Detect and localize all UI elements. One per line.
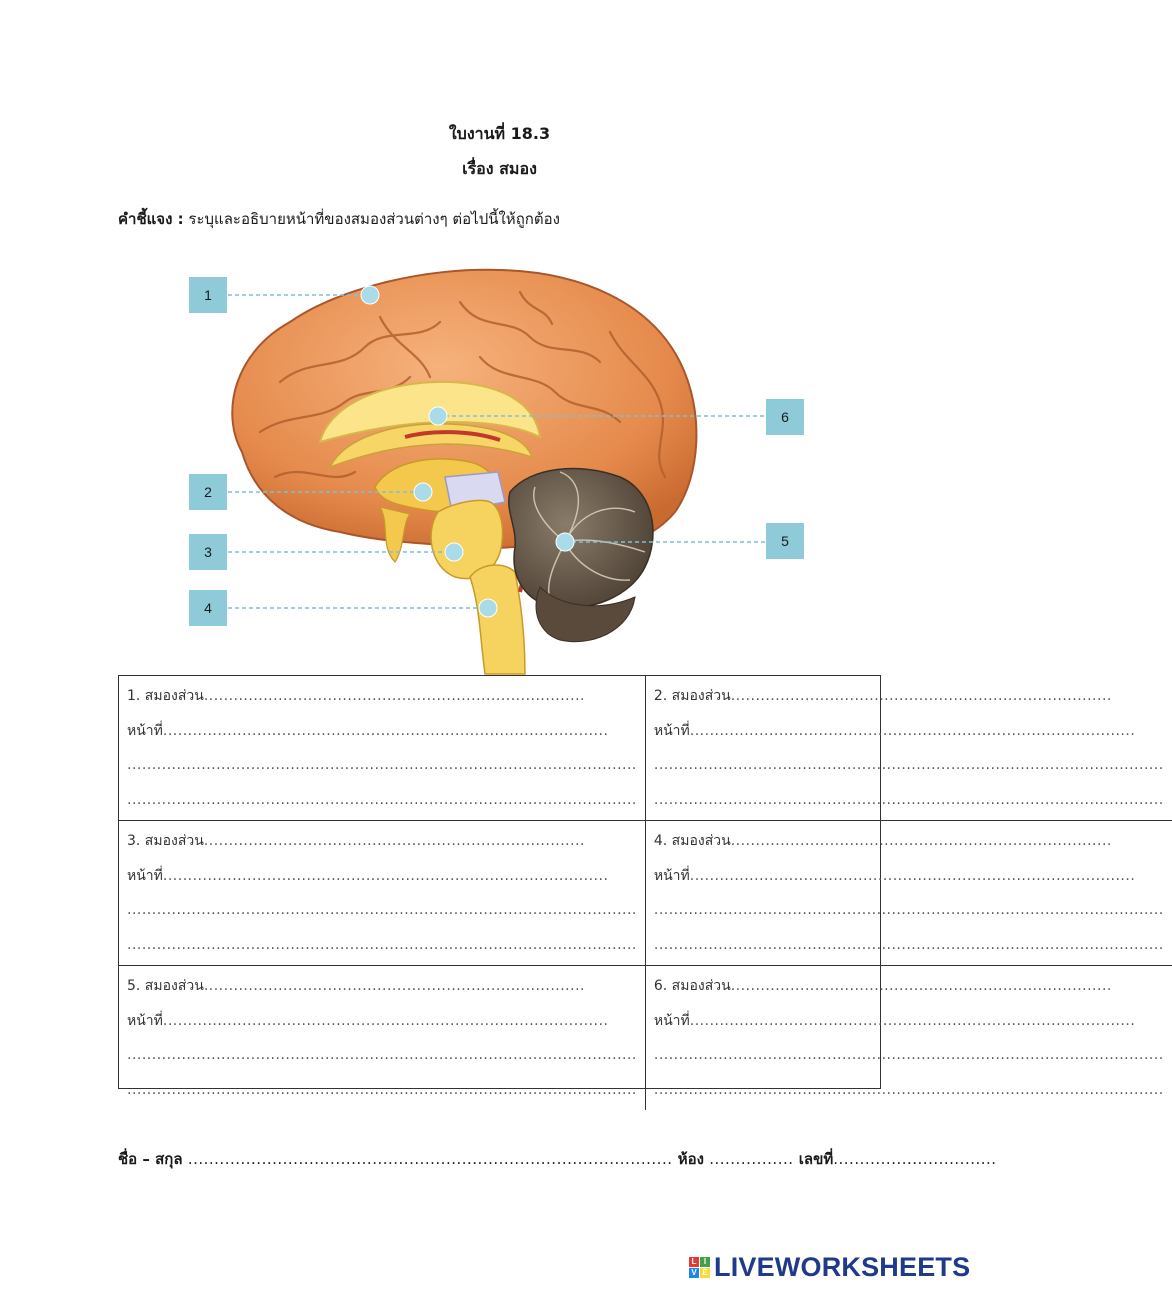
part-answer-blank[interactable]: ............................................................................. — [203, 688, 585, 704]
callout-3: 3 — [189, 534, 227, 570]
answer-blank-line[interactable]: ....................................................................................................... — [653, 936, 1164, 953]
function-answer-blank[interactable]: .......................................................................................... — [162, 1012, 609, 1029]
answer-cell-2 — [646, 676, 1172, 820]
part-answer-blank[interactable]: ............................................................................. — [203, 833, 585, 849]
answer-cell-5 — [119, 965, 646, 1110]
callout-1: 1 — [189, 277, 227, 313]
logo-mark-letter: V — [689, 1268, 699, 1278]
part-label: 2. สมองส่วน — [653, 688, 731, 704]
student-info — [118, 1147, 997, 1171]
cerebellum-shape — [509, 469, 653, 608]
part-label: 3. สมองส่วน — [127, 833, 204, 849]
answer-blank-line[interactable]: ....................................................................................................... — [653, 757, 1164, 773]
function-label: หน้าที่ — [127, 722, 163, 739]
number-blank[interactable]: ............................... — [833, 1150, 997, 1168]
part-label: 5. สมองส่วน — [127, 978, 204, 994]
instruction-label: คำชี้แจง : — [118, 210, 184, 228]
worksheet-subtitle: เรื่อง สมอง — [462, 159, 537, 178]
answer-cell-4 — [646, 820, 1172, 965]
answer-cell-1 — [119, 676, 646, 820]
answer-blank-line[interactable]: ....................................................................................................... — [653, 1047, 1164, 1063]
pointer-dot-1 — [361, 286, 379, 304]
answer-blank-line[interactable]: ....................................................................................................... — [653, 1081, 1164, 1098]
function-label: หน้าที่ — [653, 1012, 690, 1029]
pointer-dot-4 — [479, 599, 497, 617]
answer-cell-6 — [646, 965, 1172, 1110]
part-label: 1. สมองส่วน — [127, 688, 204, 704]
function-answer-blank[interactable]: .......................................................................................... — [162, 867, 609, 884]
logo-mark-letter: E — [700, 1268, 710, 1278]
answer-blank-line[interactable]: ....................................................................................................... — [653, 902, 1164, 918]
name-label: ชื่อ – สกุล — [118, 1150, 183, 1168]
part-label: 4. สมองส่วน — [653, 833, 731, 849]
answer-blank-line[interactable]: ....................................................................................................... — [127, 1081, 637, 1098]
room-label: ห้อง — [677, 1150, 704, 1168]
room-blank[interactable]: ................ — [709, 1150, 799, 1168]
function-answer-blank[interactable]: .......................................................................................... — [689, 1012, 1136, 1029]
pointer-dot-2 — [414, 483, 432, 501]
function-answer-blank[interactable]: .......................................................................................... — [689, 722, 1136, 739]
pointer-dot-3 — [445, 543, 463, 561]
callout-2: 2 — [189, 474, 227, 510]
part-answer-blank[interactable]: ............................................................................. — [203, 978, 585, 994]
brain-illustration — [180, 262, 820, 674]
answer-blank-line[interactable]: ....................................................................................................... — [127, 757, 637, 773]
answer-blank-line[interactable]: ....................................................................................................... — [127, 791, 637, 808]
answer-blank-line[interactable]: ....................................................................................................... — [127, 936, 637, 953]
pointer-dot-6 — [429, 407, 447, 425]
function-label: หน้าที่ — [653, 867, 690, 884]
liveworksheets-mark-icon — [689, 1257, 710, 1278]
answer-table — [118, 675, 1164, 1098]
answer-cell-3 — [119, 820, 646, 965]
answer-blank-line[interactable]: ....................................................................................................... — [653, 791, 1164, 808]
worksheet-title: ใบงานที่ 18.3 — [448, 124, 551, 143]
instruction-text: ระบุและอธิบายหน้าที่ของสมองส่วนต่างๆ ต่อไปนี้ให้ถูกต้อง — [183, 210, 560, 228]
function-label: หน้าที่ — [127, 1012, 163, 1029]
part-answer-blank[interactable]: ............................................................................. — [730, 688, 1112, 704]
callout-5: 5 — [766, 523, 804, 559]
function-label: หน้าที่ — [653, 722, 690, 739]
answer-blank-line[interactable]: ....................................................................................................... — [127, 902, 637, 918]
answer-blank-line[interactable]: ....................................................................................................... — [127, 1047, 637, 1063]
function-answer-blank[interactable]: .......................................................................................... — [162, 722, 609, 739]
callout-4: 4 — [189, 590, 227, 626]
part-answer-blank[interactable]: ............................................................................. — [730, 978, 1112, 994]
part-answer-blank[interactable]: ............................................................................. — [730, 833, 1112, 849]
brain-diagram — [180, 262, 820, 674]
pointer-dot-5 — [556, 533, 574, 551]
logo-wordmark: LIVEWORKSHEETS — [714, 1251, 971, 1282]
medulla-shape — [470, 565, 525, 674]
function-label: หน้าที่ — [127, 867, 163, 884]
logo-mark-letter: I — [700, 1257, 710, 1267]
number-label: เลขที่ — [798, 1150, 834, 1168]
liveworksheets-logo — [689, 1252, 970, 1282]
instruction — [118, 207, 560, 231]
name-blank[interactable]: ............................................................................................ — [187, 1150, 678, 1168]
callout-6: 6 — [766, 399, 804, 435]
logo-mark-letter: L — [689, 1257, 699, 1267]
part-label: 6. สมองส่วน — [653, 978, 731, 994]
function-answer-blank[interactable]: .......................................................................................... — [689, 867, 1136, 884]
